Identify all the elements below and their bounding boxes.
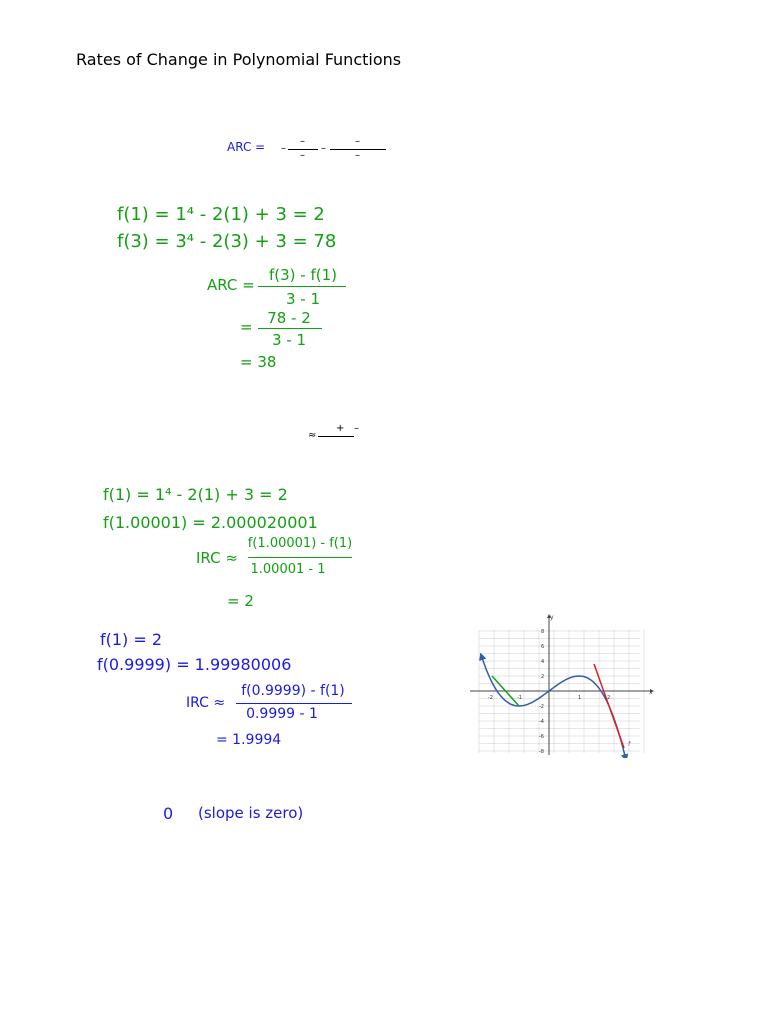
ex1-arc-denominator: 3 - 1 xyxy=(285,290,321,308)
approx-symbol: ≈ xyxy=(308,430,317,441)
x-tick-label: -2 xyxy=(488,695,493,701)
ex2-irc-denominator: 1.00001 - 1 xyxy=(250,562,326,577)
ex1-arc-fraction-bar xyxy=(258,286,346,287)
ex3-irc-label: IRC ≈ xyxy=(186,695,226,711)
y-tick-label: 4 xyxy=(541,659,545,665)
arc-formula-num1: – xyxy=(300,136,305,147)
ex1-line2: f(3) = 3⁴ - 2(3) + 3 = 78 xyxy=(117,231,337,252)
ex2-line2: f(1.00001) = 2.000020001 xyxy=(103,513,318,532)
y-tick-label: -8 xyxy=(539,749,544,755)
ex3-line2: f(0.9999) = 1.99980006 xyxy=(97,655,292,674)
ex3-result: = 1.9994 xyxy=(216,732,282,748)
ex1-step-fraction-bar xyxy=(258,328,322,329)
x-axis-label: x xyxy=(649,689,653,696)
approx-plus: + xyxy=(336,423,345,434)
ex3-line1: f(1) = 2 xyxy=(100,630,163,649)
ex3-irc-numerator: f(0.9999) - f(1) xyxy=(241,683,345,699)
ex3-irc-denominator: 0.9999 - 1 xyxy=(246,706,318,722)
y-tick-label: -4 xyxy=(539,719,544,725)
arc-formula-den2: – xyxy=(355,150,360,161)
y-tick-label: -6 xyxy=(539,734,544,740)
zero-answer-value: 0 xyxy=(163,804,174,823)
ex1-equals: = xyxy=(240,318,253,336)
ex3-irc-fraction-bar xyxy=(236,703,352,704)
curve-label: f xyxy=(628,741,631,748)
ex1-arc-numerator: f(3) - f(1) xyxy=(268,266,337,284)
x-tick-label: -1 xyxy=(517,695,522,701)
arc-formula-dash2: – xyxy=(321,143,326,154)
ex1-step-numerator: 78 - 2 xyxy=(267,309,311,327)
x-tick-label: 2 xyxy=(607,695,611,701)
y-tick-label: -2 xyxy=(539,704,544,710)
ex1-step-denominator: 3 - 1 xyxy=(271,331,307,349)
arc-formula-dash: – xyxy=(281,143,286,154)
y-tick-labels xyxy=(539,629,544,755)
ex1-arc-label: ARC = xyxy=(207,276,255,294)
ex2-irc-label: IRC ≈ xyxy=(196,549,238,567)
ex2-line1: f(1) = 1⁴ - 2(1) + 3 = 2 xyxy=(103,485,288,504)
zero-answer-note: (slope is zero) xyxy=(198,804,304,822)
ex2-result: = 2 xyxy=(227,592,254,610)
approx-fraction-bar xyxy=(318,436,354,437)
arc-formula-num2: – xyxy=(355,136,360,147)
arc-formula-label: ARC = xyxy=(227,140,266,154)
ex1-result: = 38 xyxy=(240,353,277,371)
ex2-irc-fraction-bar xyxy=(248,557,352,558)
y-axis-label: y xyxy=(550,614,554,621)
page-title: Rates of Change in Polynomial Functions xyxy=(76,50,402,69)
ex2-irc-numerator: f(1.00001) - f(1) xyxy=(247,536,353,551)
arc-formula-den1: – xyxy=(300,150,305,161)
graph-axes xyxy=(470,616,652,755)
ex1-line1: f(1) = 1⁴ - 2(1) + 3 = 2 xyxy=(117,204,325,225)
y-tick-label: 6 xyxy=(541,644,545,650)
y-tick-label: 2 xyxy=(541,674,545,680)
y-tick-label: 8 xyxy=(541,629,545,635)
x-tick-label: 1 xyxy=(578,695,582,701)
approx-minus: – xyxy=(354,423,359,434)
polynomial-graph xyxy=(468,612,658,758)
polynomial-curve xyxy=(482,656,626,758)
